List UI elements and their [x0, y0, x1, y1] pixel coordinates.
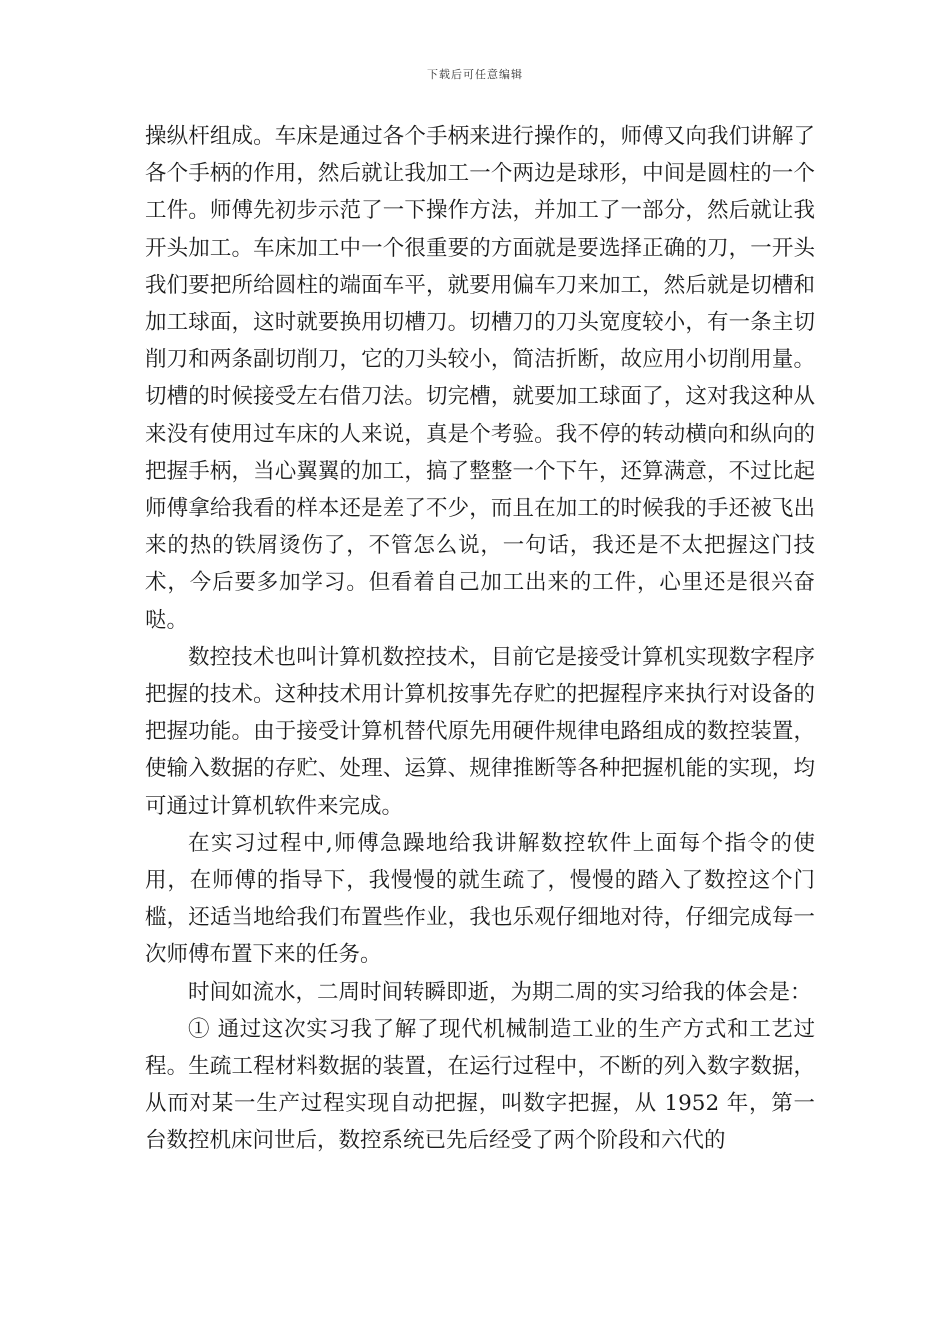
document-body — [145, 118, 815, 1160]
paragraph-takeaway-1: ① 通过这次实习我了解了现代机械制造工业的生产方式和工艺过程。生疏工程材料数据的装置，在运行过程中，不断的列入数字数据，从而对某一生产过程实现自动把握，叫数字把握，从 1952 年，第一台数控机床问世后，数控系统已先后经受了两个阶段和六代的 — [145, 1016, 815, 1154]
paragraph-lathe-operation: 操纵杆组成。车床是通过各个手柄来进行操作的，师傅又向我们讲解了各个手柄的作用，然后就让我加工一个两边是球形，中间是圆柱的一个工件。师傅先初步示范了一下操作方法，并加工了一部分，然后就让我开头加工。车床加工中一个很重要的方面就是要选择正确的刀，一开头我们要把所给圆柱的端面车平，就要用偏车刀来加工，然后就是切槽和加工球面，这时就要换用切槽刀。切槽刀的刀头宽度较小，有一条主切削刀和两条副切削刀，它的刀头较小，简洁折断，故应用小切削用量。切槽的时候接受左右借刀法。切完槽，就要加工球面了，这对我这种从来没有使用过车床的人来说，真是个考验。我不停的转动横向和纵向的把握手柄，当心翼翼的加工，搞了整整一个下午，还算满意，不过比起师傅拿给我看的样本还是差了不少，而且在加工的时候我的手还被飞出来的热的铁屑烫伤了，不管怎么说，一句话，我还是不太把握这门技术，今后要多加学习。但看着自己加工出来的工件，心里还是很兴奋哒。 — [145, 124, 815, 633]
paragraph-cnc-technology: 数控技术也叫计算机数控技术，目前它是接受计算机实现数字程序把握的技术。这种技术用计算机按事先存贮的把握程序来执行对设备的把握功能。由于接受计算机替代原先用硬件规律电路组成的数控装置，使输入数据的存贮、处理、运算、规律推断等各种把握机能的实现，均可通过计算机软件来完成。 — [145, 644, 815, 819]
page-header: 下载后可任意编辑 — [427, 68, 523, 81]
paragraph-time-reflection: 时间如流水，二周时间转瞬即逝，为期二周的实习给我的体会是： — [188, 979, 812, 1005]
paragraph-internship-process: 在实习过程中,师傅急躁地给我讲解数控软件上面每个指令的使用，在师傅的指导下，我慢慢的就生疏了，慢慢的踏入了数控这个门槛，还适当地给我们布置些作业，我也乐观仔细地对待，仔细完成每一次师傅布置下来的任务。 — [145, 830, 815, 968]
